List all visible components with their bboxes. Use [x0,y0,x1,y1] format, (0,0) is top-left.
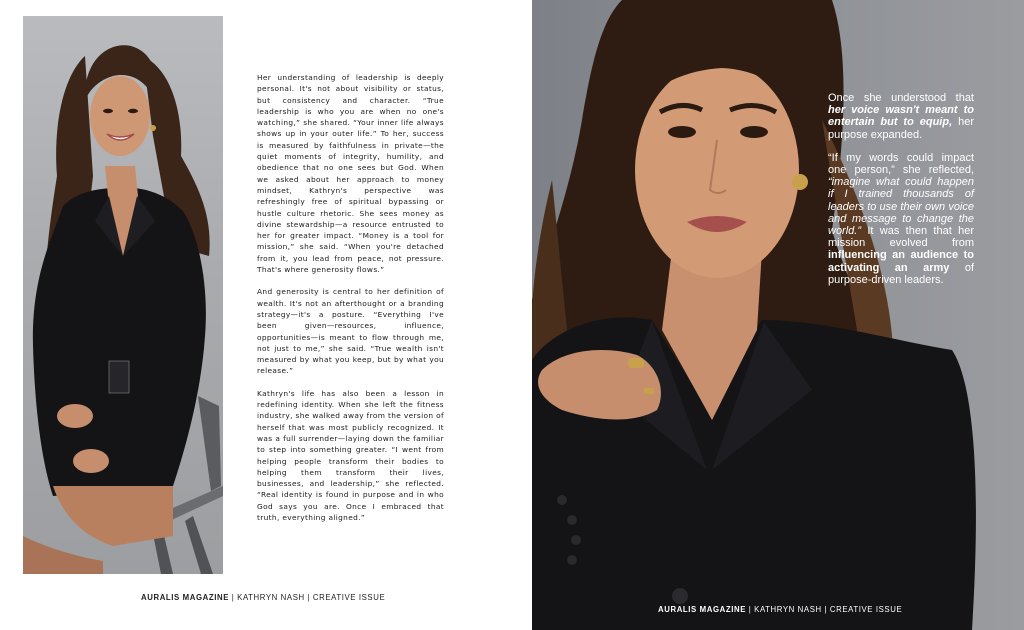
footer-right [658,605,902,614]
footer-issue-info: | KATHRYN NASH | CREATIVE ISSUE [229,593,386,602]
right-page [532,0,1024,630]
article-paragraph-2: And generosity is central to her definition of wealth. It's not an afterthought or a branding strategy—it's a posture. “Everything I've been given—resources, influence, opportunities—is meant to flow through me, not just to me,” she said. “True wealth isn't measured by what you keep, but by what you release.” [257,287,444,376]
quote-text: It was then that her mission evolved from [828,225,974,250]
quote-text: Once she understood that [828,92,974,104]
pull-quote-paragraph-2 [828,152,974,286]
article-paragraph-1: Her understanding of leadership is deeply personal. It's not about visibility or status, but consistency and character. “True leadership is who you are when no one's watching,” she shared. “Your inner life always shows up in your outer life.” To her, success is measured by faithfulness in private—the quiet moments of integrity, humility, and obedience that no one sees but God. When we asked about her approach to money mindset, Kathryn's perspective was refreshingly free of spiritual bypassing or hustle culture rhetoric. She sees money as divine stewardship—a resource entrusted to her for greater impact. “Money is a tool for mission,” she said. “When you're detached from it, you lead from peace, not pressure. That's where generosity flows.” [257,73,444,275]
quote-bold: influencing an audience to activating an army [828,249,974,274]
portrait-seated-illustration [23,16,223,574]
quote-italic: “imagine what could happen if I trained thousands of leaders to use their own voice and message to change the world.” [828,176,974,238]
footer-magazine-name: AURALIS MAGAZINE [141,593,229,602]
article-body [257,72,444,534]
quote-text: of purpose-driven leaders. [828,261,974,286]
pull-quote-paragraph-1 [828,92,974,141]
article-paragraph-3: Kathryn's life has also been a lesson in redefining identity. When she left the fitness industry, she walked away from the version of herself that was most publicly recognized. It was a full surrender—laying down the familiar to step into something greater. “I went from helping people transform their bodies to helping them transform their lives, businesses, and leadership,” she reflected. “Real identity is found in purpose and in who God says you are. Once I embraced that truth, everything aligned.” [257,388,444,522]
footer-magazine-name: AURALIS MAGAZINE [658,605,746,614]
quote-text: her purpose expanded. [828,116,974,141]
quote-text: “If my words could impact one person,” she reflected, [828,151,974,177]
pull-quote [828,92,974,297]
quote-emphasis: her voice wasn't meant to entertain but to equip, [828,104,974,129]
footer-issue-info: | KATHRYN NASH | CREATIVE ISSUE [746,605,903,614]
portrait-photo-seated [23,16,223,574]
footer-left [141,593,385,602]
